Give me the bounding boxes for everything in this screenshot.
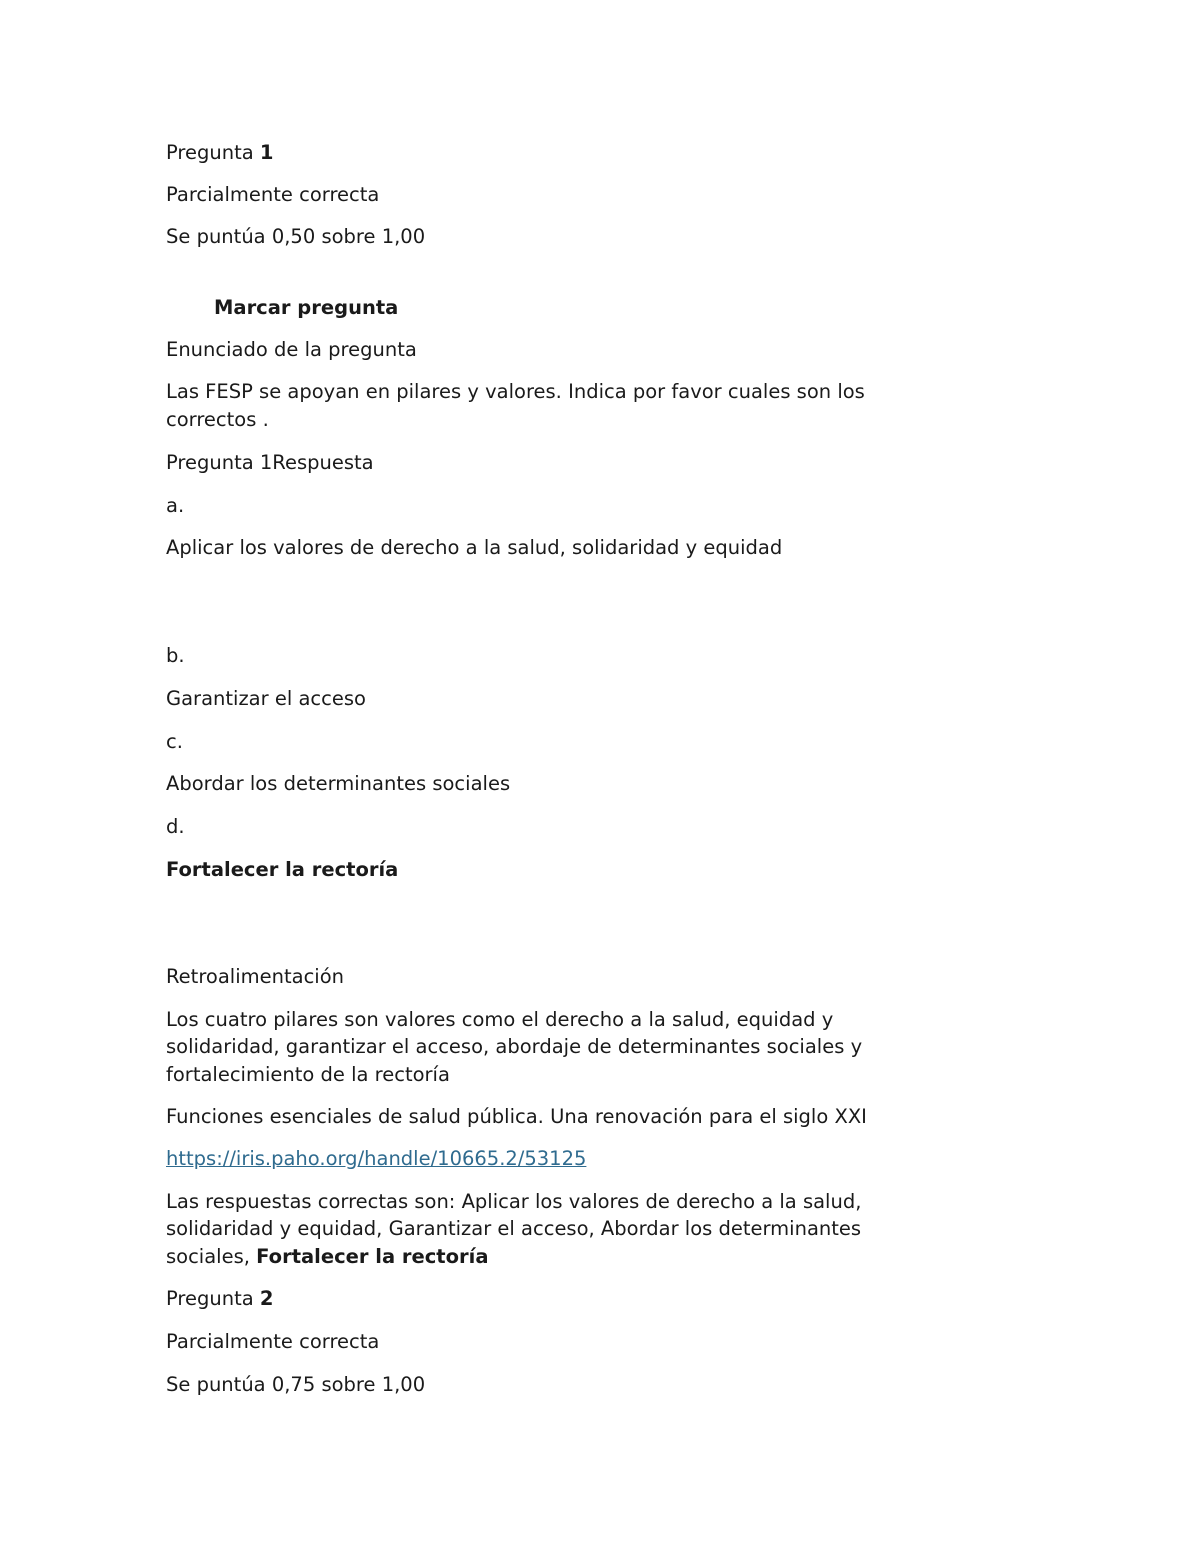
reference-link[interactable]: https://iris.paho.org/handle/10665.2/53125 xyxy=(166,1147,587,1170)
question-number: 1 xyxy=(259,141,274,164)
flag-question-button[interactable]: Marcar pregunta xyxy=(214,296,399,319)
option-d-text[interactable]: Fortalecer la rectoría xyxy=(166,858,399,881)
question-1-stem-line-1: Las FESP se apoyan en pilares y valores. Indica por favor cuales son los xyxy=(166,380,865,403)
question-2-title xyxy=(166,1285,273,1313)
question-label: Pregunta xyxy=(166,141,260,164)
question-1-title xyxy=(166,139,273,167)
question-label: Pregunta xyxy=(166,1287,260,1310)
option-b-text[interactable]: Garantizar el acceso xyxy=(166,687,366,710)
right-answer-bold: Fortalecer la rectoría xyxy=(256,1245,489,1268)
feedback-line-1: Los cuatro pilares son valores como el derecho a la salud, equidad y xyxy=(166,1008,834,1031)
option-a-text[interactable]: Aplicar los valores de derecho a la salud, solidaridad y equidad xyxy=(166,536,783,559)
option-b-letter[interactable]: b. xyxy=(166,644,185,667)
option-d-letter[interactable]: d. xyxy=(166,815,185,838)
feedback-heading: Retroalimentación xyxy=(166,965,344,988)
question-number: 2 xyxy=(259,1287,274,1310)
right-answer-line-1: Las respuestas correctas son: Aplicar los valores de derecho a la salud, xyxy=(166,1190,862,1213)
question-1-stem-line-2: correctos . xyxy=(166,408,269,431)
feedback-line-3: fortalecimiento de la rectoría xyxy=(166,1063,450,1086)
question-2-state: Parcialmente correcta xyxy=(166,1330,380,1353)
option-c-letter[interactable]: c. xyxy=(166,730,183,753)
question-1-grade: Se puntúa 0,50 sobre 1,00 xyxy=(166,225,426,248)
question-1-answer-heading: Pregunta 1Respuesta xyxy=(166,451,374,474)
question-1-state: Parcialmente correcta xyxy=(166,183,380,206)
option-c-text[interactable]: Abordar los determinantes sociales xyxy=(166,772,511,795)
right-answer-line-3 xyxy=(166,1243,489,1271)
right-answer-prefix: sociales, xyxy=(166,1245,257,1268)
reference-title: Funciones esenciales de salud pública. Una renovación para el siglo XXI xyxy=(166,1105,867,1128)
option-a-letter[interactable]: a. xyxy=(166,494,185,517)
feedback-line-2: solidaridad, garantizar el acceso, abordaje de determinantes sociales y xyxy=(166,1035,863,1058)
right-answer-line-2: solidaridad y equidad, Garantizar el acceso, Abordar los determinantes xyxy=(166,1217,862,1240)
question-1-stem-heading: Enunciado de la pregunta xyxy=(166,338,417,361)
question-2-grade: Se puntúa 0,75 sobre 1,00 xyxy=(166,1373,426,1396)
